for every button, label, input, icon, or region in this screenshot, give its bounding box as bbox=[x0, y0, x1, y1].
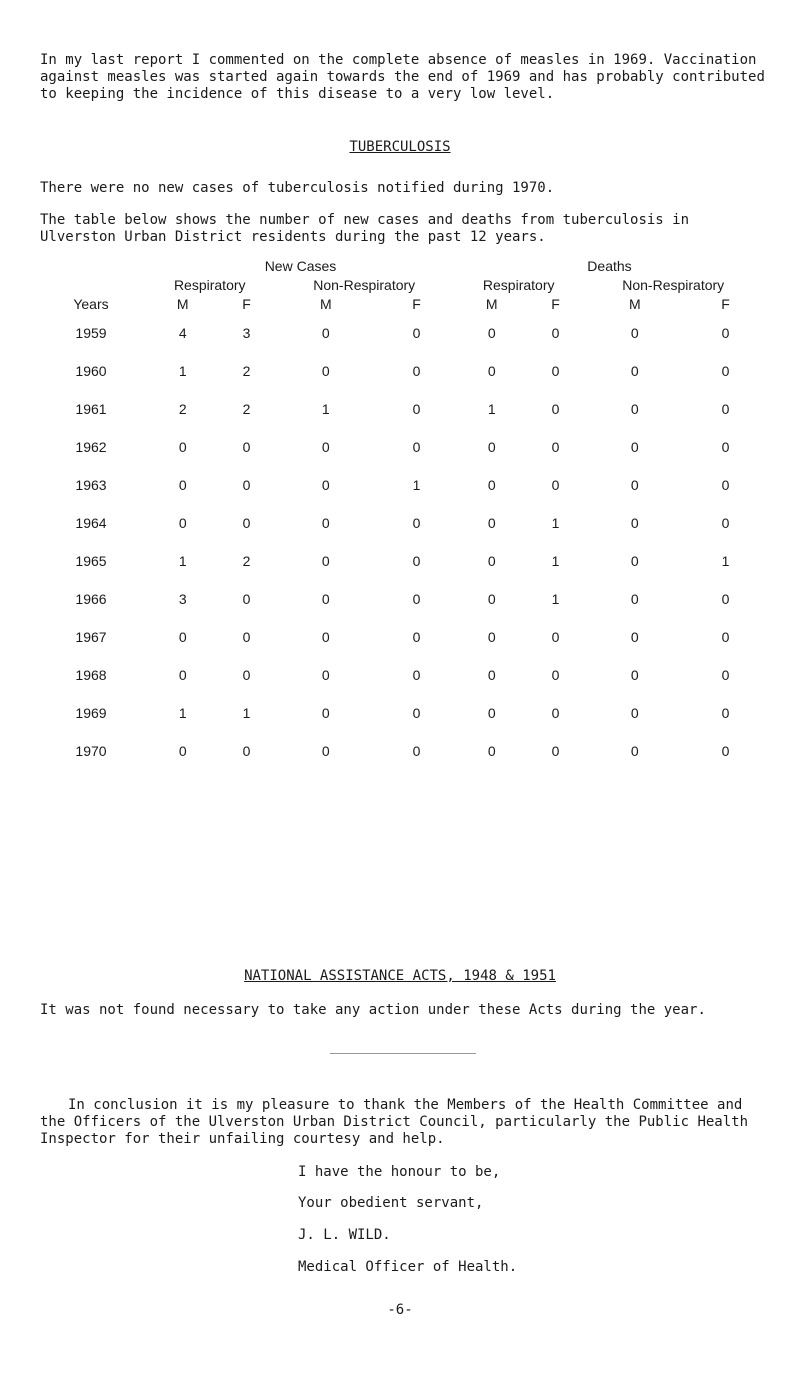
table-row bbox=[36, 428, 764, 466]
value-cell: 0 bbox=[551, 743, 560, 759]
value-cell: 0 bbox=[178, 743, 187, 759]
value-cell: 0 bbox=[487, 629, 496, 645]
value-cell: 0 bbox=[551, 363, 560, 379]
value-cell: 0 bbox=[487, 515, 496, 531]
conclusion-paragraph: In conclusion it is my pleasure to thank the Members of the Health Committee and the Officers of the Ulverston Urban District Council, particularly the Public Health Inspector for their unfailing courtesy and help. bbox=[40, 1097, 749, 1147]
value-cell: 0 bbox=[630, 477, 639, 493]
value-cell: 0 bbox=[321, 705, 330, 721]
year-cell: 1968 bbox=[75, 667, 107, 683]
value-cell: 0 bbox=[630, 667, 639, 683]
year-cell: 1969 bbox=[75, 705, 107, 721]
table-row bbox=[36, 466, 764, 504]
value-cell: 0 bbox=[630, 439, 639, 455]
value-cell: 0 bbox=[721, 743, 730, 759]
intro-paragraph: In my last report I commented on the complete absence of measles in 1969. Vaccination against measles was started again towards the end of 1969 and has probably contributed to keeping the incidence of this disease to a very low level. bbox=[40, 52, 765, 102]
new-cases-header: New Cases bbox=[264, 258, 337, 274]
value-cell: 0 bbox=[551, 705, 560, 721]
value-cell: 0 bbox=[630, 363, 639, 379]
value-cell: 0 bbox=[412, 743, 421, 759]
value-cell: 0 bbox=[412, 667, 421, 683]
deaths-respiratory-header: Respiratory bbox=[482, 277, 555, 293]
value-cell: 0 bbox=[721, 439, 730, 455]
value-cell: 0 bbox=[412, 401, 421, 417]
value-cell: 0 bbox=[487, 439, 496, 455]
value-cell: 1 bbox=[242, 705, 251, 721]
value-cell: 0 bbox=[412, 553, 421, 569]
year-cell: 1963 bbox=[75, 477, 107, 493]
years-header: Years bbox=[73, 296, 109, 312]
value-cell: 0 bbox=[321, 743, 330, 759]
years-header-spacer-2 bbox=[36, 276, 146, 294]
col-f: F bbox=[242, 296, 251, 312]
value-cell: 0 bbox=[551, 325, 560, 341]
value-cell: 0 bbox=[487, 591, 496, 607]
value-cell: 0 bbox=[242, 629, 251, 645]
tb-paragraph-table-intro: The table below shows the number of new cases and deaths from tuberculosis in Ulverston Urban District residents during the past 12 years. bbox=[40, 212, 690, 245]
table-row bbox=[36, 504, 764, 542]
value-cell: 0 bbox=[178, 477, 187, 493]
closing-line-honour: I have the honour to be, bbox=[298, 1164, 501, 1180]
value-cell: 0 bbox=[178, 667, 187, 683]
value-cell: 0 bbox=[412, 363, 421, 379]
value-cell: 1 bbox=[178, 705, 187, 721]
tuberculosis-table bbox=[36, 256, 764, 770]
value-cell: 0 bbox=[630, 591, 639, 607]
value-cell: 0 bbox=[630, 743, 639, 759]
table-row bbox=[36, 314, 764, 352]
table-row bbox=[36, 390, 764, 428]
value-cell: 0 bbox=[321, 629, 330, 645]
closing-line-servant: Your obedient servant, bbox=[298, 1195, 484, 1211]
value-cell: 0 bbox=[487, 743, 496, 759]
value-cell: 0 bbox=[721, 591, 730, 607]
value-cell: 1 bbox=[721, 553, 730, 569]
signature-title: Medical Officer of Health. bbox=[298, 1259, 518, 1275]
value-cell: 0 bbox=[551, 477, 560, 493]
value-cell: 0 bbox=[321, 439, 330, 455]
value-cell: 0 bbox=[487, 477, 496, 493]
year-cell: 1962 bbox=[75, 439, 107, 455]
value-cell: 0 bbox=[630, 629, 639, 645]
new-respiratory-header: Respiratory bbox=[173, 277, 246, 293]
page-number: -6- bbox=[387, 1302, 413, 1318]
table-row bbox=[36, 732, 764, 770]
value-cell: 0 bbox=[178, 515, 187, 531]
tb-paragraph-notified: There were no new cases of tuberculosis notified during 1970. bbox=[40, 180, 555, 196]
value-cell: 0 bbox=[242, 515, 251, 531]
value-cell: 2 bbox=[242, 401, 251, 417]
year-cell: 1967 bbox=[75, 629, 107, 645]
value-cell: 0 bbox=[178, 439, 187, 455]
value-cell: 0 bbox=[721, 477, 730, 493]
col-f: F bbox=[721, 296, 730, 312]
value-cell: 0 bbox=[412, 629, 421, 645]
table-row bbox=[36, 542, 764, 580]
year-cell: 1960 bbox=[75, 363, 107, 379]
value-cell: 0 bbox=[721, 363, 730, 379]
value-cell: 0 bbox=[321, 477, 330, 493]
value-cell: 0 bbox=[630, 401, 639, 417]
section-divider bbox=[330, 1053, 476, 1054]
value-cell: 2 bbox=[242, 363, 251, 379]
signature-name: J. L. WILD. bbox=[298, 1227, 391, 1243]
value-cell: 0 bbox=[412, 591, 421, 607]
table-row bbox=[36, 656, 764, 694]
value-cell: 1 bbox=[321, 401, 330, 417]
value-cell: 1 bbox=[551, 553, 560, 569]
value-cell: 0 bbox=[551, 629, 560, 645]
value-cell: 0 bbox=[721, 705, 730, 721]
value-cell: 0 bbox=[321, 553, 330, 569]
national-assistance-paragraph: It was not found necessary to take any action under these Acts during the year. bbox=[40, 1002, 706, 1018]
value-cell: 0 bbox=[551, 439, 560, 455]
years-header-spacer bbox=[36, 256, 146, 276]
value-cell: 2 bbox=[242, 553, 251, 569]
value-cell: 3 bbox=[178, 591, 187, 607]
year-cell: 1961 bbox=[75, 401, 107, 417]
value-cell: 0 bbox=[321, 325, 330, 341]
value-cell: 0 bbox=[321, 363, 330, 379]
value-cell: 0 bbox=[321, 515, 330, 531]
deaths-header: Deaths bbox=[587, 258, 632, 274]
value-cell: 1 bbox=[178, 363, 187, 379]
value-cell: 0 bbox=[487, 705, 496, 721]
value-cell: 0 bbox=[487, 667, 496, 683]
deaths-non-respiratory-header: Non-Respiratory bbox=[622, 277, 725, 293]
value-cell: 1 bbox=[487, 401, 496, 417]
year-cell: 1966 bbox=[75, 591, 107, 607]
col-m: M bbox=[485, 296, 498, 312]
value-cell: 4 bbox=[178, 325, 187, 341]
col-f: F bbox=[412, 296, 421, 312]
value-cell: 0 bbox=[412, 515, 421, 531]
value-cell: 0 bbox=[487, 363, 496, 379]
value-cell: 0 bbox=[242, 477, 251, 493]
value-cell: 0 bbox=[721, 515, 730, 531]
value-cell: 0 bbox=[242, 591, 251, 607]
col-m: M bbox=[319, 296, 332, 312]
value-cell: 0 bbox=[721, 401, 730, 417]
value-cell: 0 bbox=[321, 667, 330, 683]
value-cell: 0 bbox=[630, 325, 639, 341]
value-cell: 0 bbox=[630, 553, 639, 569]
value-cell: 0 bbox=[721, 667, 730, 683]
value-cell: 0 bbox=[630, 705, 639, 721]
value-cell: 0 bbox=[487, 553, 496, 569]
value-cell: 1 bbox=[412, 477, 421, 493]
value-cell: 0 bbox=[178, 629, 187, 645]
year-cell: 1959 bbox=[75, 325, 107, 341]
value-cell: 2 bbox=[178, 401, 187, 417]
value-cell: 0 bbox=[630, 515, 639, 531]
value-cell: 1 bbox=[178, 553, 187, 569]
value-cell: 0 bbox=[487, 325, 496, 341]
national-assistance-heading: NATIONAL ASSISTANCE ACTS, 1948 & 1951 bbox=[244, 968, 556, 984]
value-cell: 1 bbox=[551, 515, 560, 531]
value-cell: 0 bbox=[551, 401, 560, 417]
new-non-respiratory-header: Non-Respiratory bbox=[313, 277, 416, 293]
value-cell: 0 bbox=[321, 591, 330, 607]
table-row bbox=[36, 618, 764, 656]
tuberculosis-heading: TUBERCULOSIS bbox=[349, 139, 451, 155]
value-cell: 0 bbox=[412, 325, 421, 341]
year-cell: 1964 bbox=[75, 515, 107, 531]
value-cell: 0 bbox=[721, 629, 730, 645]
table-row bbox=[36, 352, 764, 390]
year-cell: 1965 bbox=[75, 553, 107, 569]
value-cell: 0 bbox=[412, 439, 421, 455]
value-cell: 0 bbox=[412, 705, 421, 721]
year-cell: 1970 bbox=[75, 743, 107, 759]
col-m: M bbox=[628, 296, 641, 312]
col-f: F bbox=[551, 296, 560, 312]
table-row bbox=[36, 580, 764, 618]
value-cell: 1 bbox=[551, 591, 560, 607]
value-cell: 0 bbox=[242, 667, 251, 683]
value-cell: 0 bbox=[242, 743, 251, 759]
value-cell: 3 bbox=[242, 325, 251, 341]
col-m: M bbox=[176, 296, 189, 312]
table-body bbox=[36, 314, 764, 770]
value-cell: 0 bbox=[721, 325, 730, 341]
value-cell: 0 bbox=[242, 439, 251, 455]
value-cell: 0 bbox=[551, 667, 560, 683]
table-row bbox=[36, 694, 764, 732]
